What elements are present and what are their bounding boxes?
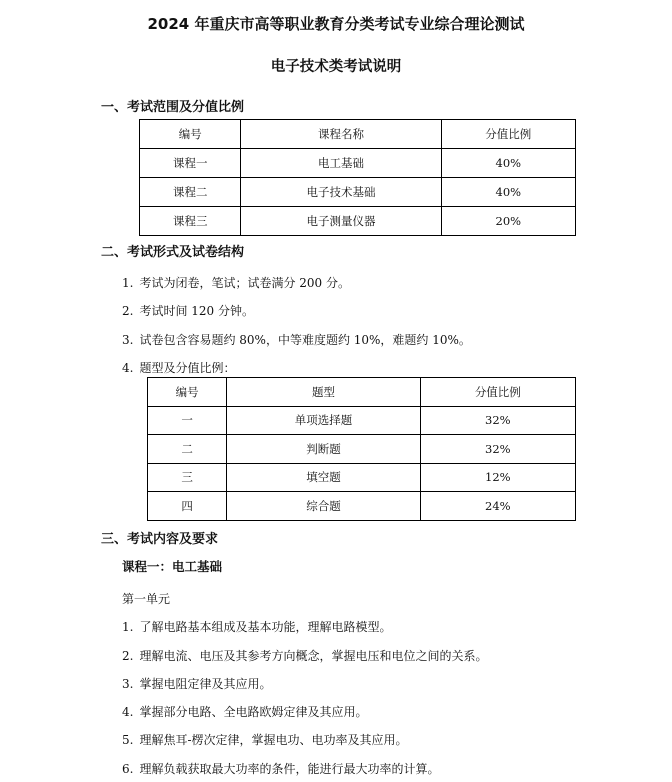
table-cell: 四 — [148, 492, 227, 521]
list-number: 2. — [122, 649, 134, 663]
list-item — [122, 675, 271, 692]
list-number: 1. — [122, 276, 134, 290]
table-cell: 电子测量仪器 — [241, 207, 441, 236]
table-cell: 综合题 — [227, 492, 420, 521]
list-text: 试卷包含容易题约 80%，中等难度题约 10%，难题约 10%。 — [139, 333, 471, 347]
table-header-cell: 编号 — [148, 378, 227, 407]
question-type-table — [147, 377, 576, 521]
list-text: 理解负载获取最大功率的条件，能进行最大功率的计算。 — [139, 762, 440, 776]
course-heading: 课程一：电工基础 — [122, 559, 223, 574]
table-cell: 40% — [441, 149, 575, 178]
list-text: 题型及分值比例： — [139, 361, 236, 375]
table-cell: 课程三 — [140, 207, 241, 236]
table-cell: 20% — [441, 207, 575, 236]
table-header-cell: 课程名称 — [241, 120, 441, 149]
table-header-cell: 分值比例 — [420, 378, 575, 407]
table-cell: 三 — [148, 463, 227, 492]
section-3-heading: 三、考试内容及要求 — [101, 532, 219, 547]
table-header-row — [148, 378, 576, 407]
section-1-heading: 一、考试范围及分值比例 — [101, 100, 245, 115]
document-title: 2024 年重庆市高等职业教育分类考试专业综合理论测试 — [147, 15, 525, 33]
list-number: 4. — [122, 361, 134, 375]
list-item — [122, 760, 439, 777]
list-text: 考试时间 120 分钟。 — [139, 304, 254, 318]
list-item — [122, 647, 487, 664]
list-number: 1. — [122, 620, 134, 634]
table-header-cell: 分值比例 — [441, 120, 575, 149]
table-cell: 二 — [148, 435, 227, 464]
table-header-cell: 题型 — [227, 378, 420, 407]
table-header-row — [140, 120, 576, 149]
list-number: 3. — [122, 677, 134, 691]
table-cell: 32% — [420, 435, 575, 464]
table-cell: 32% — [420, 406, 575, 435]
table-cell: 单项选择题 — [227, 406, 420, 435]
table-cell: 12% — [420, 463, 575, 492]
list-item — [122, 302, 254, 319]
list-text: 理解焦耳-楞次定律，掌握电功、电功率及其应用。 — [139, 733, 408, 747]
list-text: 考试为闭卷，笔试；试卷满分 200 分。 — [139, 276, 350, 290]
list-text: 掌握电阻定律及其应用。 — [139, 677, 272, 691]
table-row — [140, 207, 576, 236]
table-row — [148, 463, 576, 492]
course-score-table — [139, 119, 576, 236]
table-cell: 电工基础 — [241, 149, 441, 178]
table-cell: 课程二 — [140, 178, 241, 207]
unit-heading: 第一单元 — [122, 592, 171, 606]
table-cell: 课程一 — [140, 149, 241, 178]
table-row — [140, 149, 576, 178]
list-number: 3. — [122, 333, 134, 347]
list-text: 理解电流、电压及其参考方向概念，掌握电压和电位之间的关系。 — [139, 649, 488, 663]
list-number: 6. — [122, 762, 134, 776]
table-cell: 判断题 — [227, 435, 420, 464]
table-header-cell: 编号 — [140, 120, 241, 149]
list-item — [122, 731, 408, 748]
list-number: 2. — [122, 304, 134, 318]
list-item — [122, 618, 391, 635]
document-subtitle: 电子技术类考试说明 — [270, 59, 402, 75]
table-cell: 一 — [148, 406, 227, 435]
list-number: 4. — [122, 705, 134, 719]
table-cell: 填空题 — [227, 463, 420, 492]
table-row — [148, 406, 576, 435]
table-cell: 40% — [441, 178, 575, 207]
list-text: 掌握部分电路、全电路欧姆定律及其应用。 — [139, 705, 368, 719]
table-row — [148, 435, 576, 464]
table-row — [140, 178, 576, 207]
table-cell: 24% — [420, 492, 575, 521]
table-row — [148, 492, 576, 521]
list-item — [122, 331, 471, 348]
list-text: 了解电路基本组成及基本功能，理解电路模型。 — [139, 620, 392, 634]
table-cell: 电子技术基础 — [241, 178, 441, 207]
list-number: 5. — [122, 733, 134, 747]
section-2-heading: 二、考试形式及试卷结构 — [101, 245, 245, 260]
list-item — [122, 274, 350, 291]
list-item — [122, 703, 367, 720]
list-item — [122, 359, 235, 376]
